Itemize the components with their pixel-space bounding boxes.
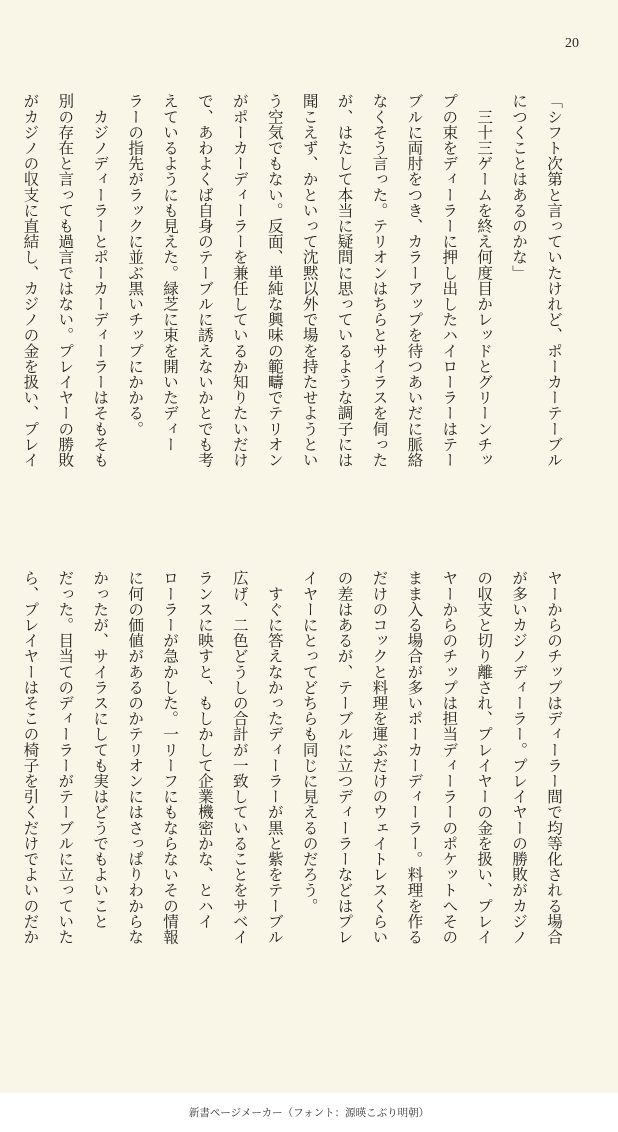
text-line: につくことはあるのかな」 xyxy=(510,93,529,281)
text-line: ら、プレイヤーはそこの椅子を引くだけでよいのだか xyxy=(21,570,40,945)
text-line: まま入る場合が多いポーカーディーラー。料理を作る xyxy=(405,570,424,945)
text-line: 聞こえず、かといって沈黙以外で場を持たせようとい xyxy=(300,93,319,468)
page-number: 20 xyxy=(565,36,579,51)
text-line: イヤーにとってどちらも同じに見えるのだろう。 xyxy=(300,570,319,914)
text-line: の収支と切り離され、プレイヤーの金を扱い、プレイ xyxy=(475,570,494,945)
text-line: う空気でもない。反面、単純な興味の範疇でテリオン xyxy=(265,93,284,468)
text-block-top xyxy=(21,93,571,523)
text-line: ヤーからのチップは担当ディーラーのポケットへその xyxy=(440,570,459,945)
text-line: ヤーからのチップはディーラー間で均等化される場合 xyxy=(545,570,563,945)
text-line: に何の価値があるのかテリオンにはさっぱりわからな xyxy=(126,570,145,945)
text-block-bottom xyxy=(21,570,571,1000)
text-line: 別の存在と言っても過言ではない。プレイヤーの勝敗 xyxy=(56,93,75,468)
text-line: が多いカジノディーラー。プレイヤーの勝敗がカジノ xyxy=(510,570,529,945)
text-line: が、はたして本当に疑問に思っているような調子には xyxy=(335,93,354,468)
text-line: ブルに両肘をつき、カラーアップを待つあいだに脈絡 xyxy=(405,93,424,468)
text-line: がカジノの収支に直結し、カジノの金を扱い、プレイ xyxy=(21,93,40,468)
footer-text: 新書ページメーカー（フォント：源暎こぶり明朝） xyxy=(188,1107,430,1119)
text-line: で、あわよくば自身のテーブルに誘えないかとでも考 xyxy=(195,93,214,468)
text-line: カジノディーラーとポーカーディーラーはそもそも xyxy=(91,93,110,468)
text-line: 広げ、二色どうしの合計が一致していることをサベイ xyxy=(230,570,249,945)
text-line: がポーカーディーラーを兼任しているか知りたいだけ xyxy=(230,93,249,468)
text-line: 三十三ゲームを終え何度目かレッドとグリーンチッ xyxy=(475,93,494,468)
text-line: ローラーが急かした。一リーフにもならないその情報 xyxy=(161,570,180,945)
text-line: なくそう言った。テリオンはちらとサイラスを伺った xyxy=(370,93,389,468)
text-line: すぐに答えなかったディーラーが黒と紫をテーブル xyxy=(265,570,284,945)
text-line: かったが、サイラスにしても実はどうでもよいこと xyxy=(91,570,110,929)
text-line: ランスに映すと、もしかして企業機密かな、とハイ xyxy=(195,570,214,929)
text-line: だった。目当てのディーラーがテーブルに立っていた xyxy=(56,570,75,945)
text-line: 「シフト次第と言っていたけれど、ポーカーテーブル xyxy=(545,93,563,468)
text-line: ラーの指先がラックに並ぶ黒いチップにかかる。 xyxy=(126,93,145,437)
text-line: だけのコックと料理を運ぶだけのウェイトレスくらい xyxy=(370,570,389,945)
text-line: の差はあるが、テーブルに立つディーラーなどはプレ xyxy=(335,570,354,945)
text-line: えているようにも見えた。緑芝に束を開いたディー xyxy=(161,93,180,452)
footer-caption xyxy=(0,1093,618,1132)
text-line: プの束をディーラーに押し出したハイローラーはテー xyxy=(440,93,459,468)
